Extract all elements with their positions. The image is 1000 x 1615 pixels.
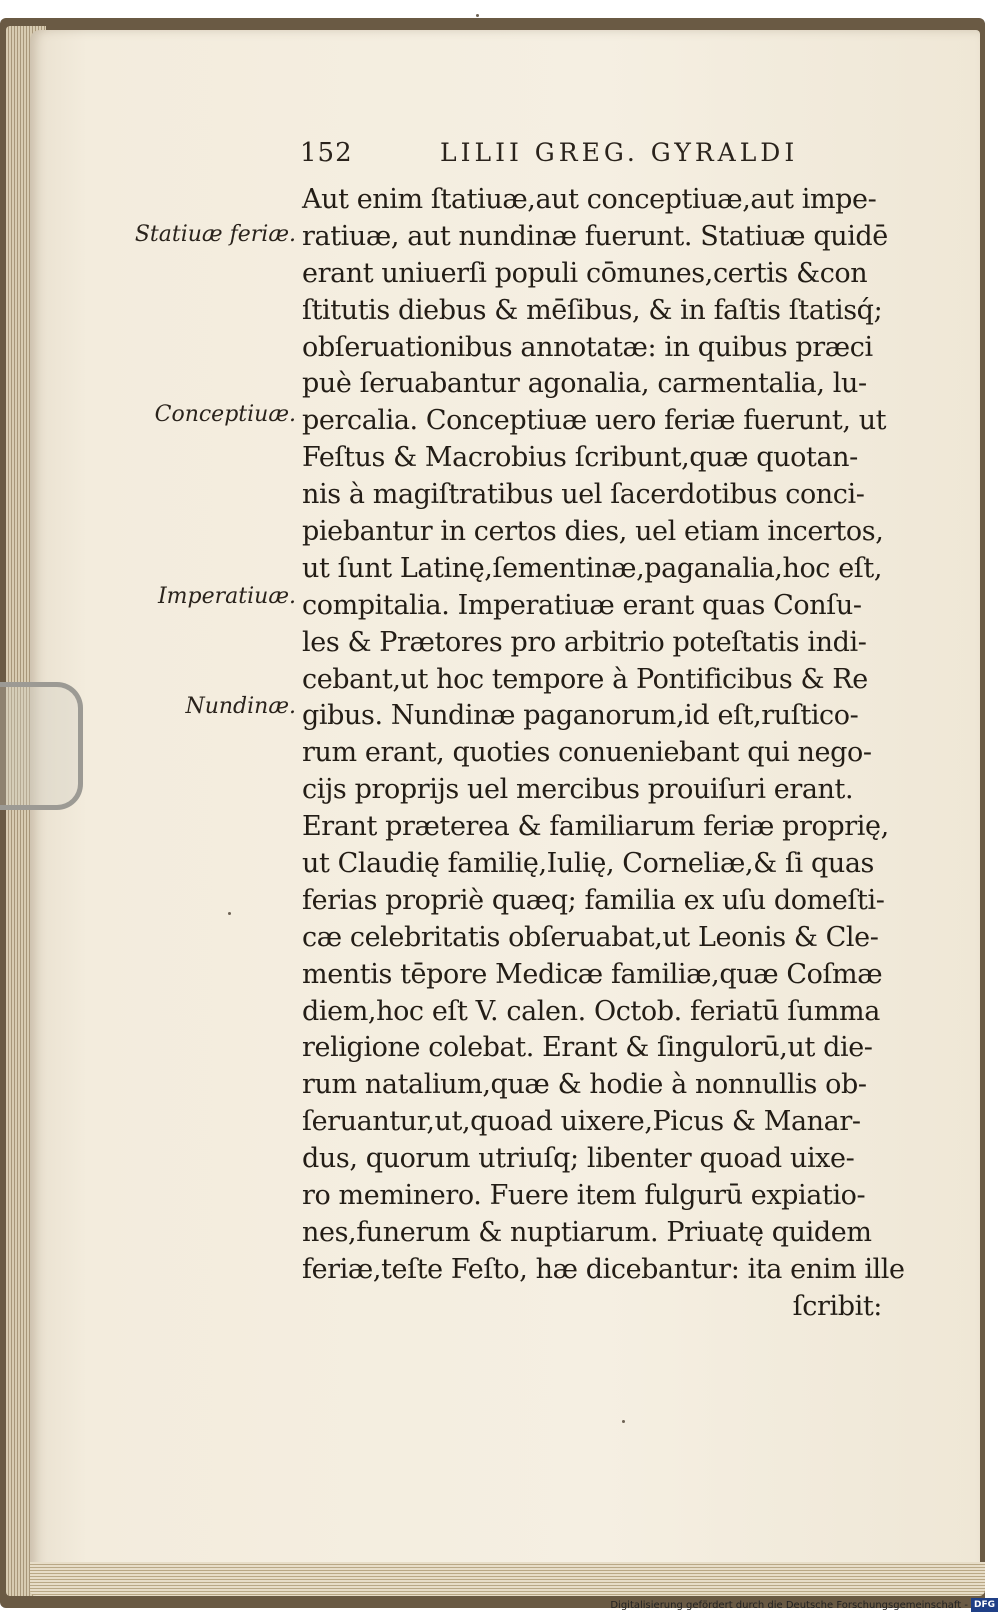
margin-note-imperatiuae: Imperatiuæ. <box>157 584 296 609</box>
text-line: diem,hoc eſt V. calen. Octob. feriatū ſumma <box>302 995 880 1027</box>
body-text <box>302 182 905 1326</box>
text-line: Erant præterea & familiarum feriæ proprię, <box>302 811 889 843</box>
page-number: 152 <box>300 138 353 168</box>
paper-speck <box>228 912 231 915</box>
text-line: ro meminero. Fuere item fulgurū expiatio- <box>302 1180 866 1212</box>
text-line: ratiuæ, aut nundinæ fuerunt. Statiuæ quidē <box>302 220 888 252</box>
text-line: nes,funerum & nuptiarum. Priuatę quidem <box>302 1216 872 1248</box>
text-line: nis à magiſtratibus uel ſacerdotibus conci- <box>302 479 865 511</box>
text-line: ſtitutis diebus & mēſibus, & in faſtis ſtatisq́; <box>302 294 883 326</box>
text-line: puè ſeruabantur agonalia, carmentalia, lu- <box>302 368 867 400</box>
text-line: rum erant, quoties conueniebant qui nego- <box>302 737 872 769</box>
text-line: ut ſunt Latinę,ſementinæ,paganalia,hoc eſt, <box>302 552 883 584</box>
margin-note-nundinae: Nundinæ. <box>185 694 296 719</box>
text-line: dus, quorum utriuſq; libenter quoad uixe- <box>302 1143 855 1175</box>
text-line: ſeruantur,ut,quoad uixere,Picus & Manar- <box>302 1106 861 1138</box>
text-line: ut Claudię familię,Iulię, Corneliæ,& ſi quas <box>302 848 874 880</box>
dfg-logo: DFG <box>971 1598 998 1612</box>
paper-speck <box>476 14 479 17</box>
text-line: percalia. Conceptiuæ uero feriæ fuerunt, ut <box>302 405 887 437</box>
text-line: feriæ,teſte Feſto, hæ dicebantur: ita enim ille <box>302 1253 905 1285</box>
margin-note-conceptiuae: Conceptiuæ. <box>154 402 296 427</box>
text-line: Aut enim ſtatiuæ,aut conceptiuæ,aut impe- <box>302 184 877 215</box>
text-line: compitalia. Imperatiuæ erant quas Conſu- <box>302 589 862 621</box>
text-line: cebant,ut hoc tempore à Pontificibus & Re <box>302 663 868 695</box>
margin-note-statiuae: Statiuæ feriæ. <box>134 222 296 247</box>
running-head-title: LILII GREG. GYRALDI <box>440 138 799 167</box>
text-line: religione colebat. Erant & ſingulorū,ut die- <box>302 1032 873 1064</box>
text-line: piebantur in certos dies, uel etiam incertos, <box>302 516 884 548</box>
text-line: erant uniuerſi populi cōmunes,certis &con <box>302 257 868 289</box>
text-line: Feſtus & Macrobius ſcribunt,quæ quotan- <box>302 442 858 474</box>
digitization-credit <box>610 1596 998 1615</box>
text-line: rum natalium,quæ & hodie à nonnullis ob- <box>302 1069 867 1101</box>
credit-text: Digitalisierung gefördert durch die Deutsche Forschungsgemeinschaft - <box>610 1600 968 1611</box>
paper-speck <box>622 1420 625 1423</box>
text-line: ferias propriè quæq; familia ex uſu domeſti- <box>302 884 885 916</box>
text-line: cijs proprijs uel mercibus prouiſuri erant. <box>302 774 854 806</box>
running-head <box>300 138 820 172</box>
text-line: obſeruationibus annotatæ: in quibus præci <box>302 331 873 363</box>
bottom-page-edges <box>30 1562 985 1596</box>
text-line: gibus. Nundinæ paganorum,id eſt,ruſtico- <box>302 700 859 732</box>
text-line: cæ celebritatis obſeruabat,ut Leonis & Cle- <box>302 921 879 953</box>
text-line-catchword: ſcribit: <box>792 1290 882 1322</box>
text-line: les & Prætores pro arbitrio poteſtatis indi- <box>302 626 867 658</box>
text-line: mentis tēpore Medicæ familiæ,quæ Coſmæ <box>302 958 883 990</box>
